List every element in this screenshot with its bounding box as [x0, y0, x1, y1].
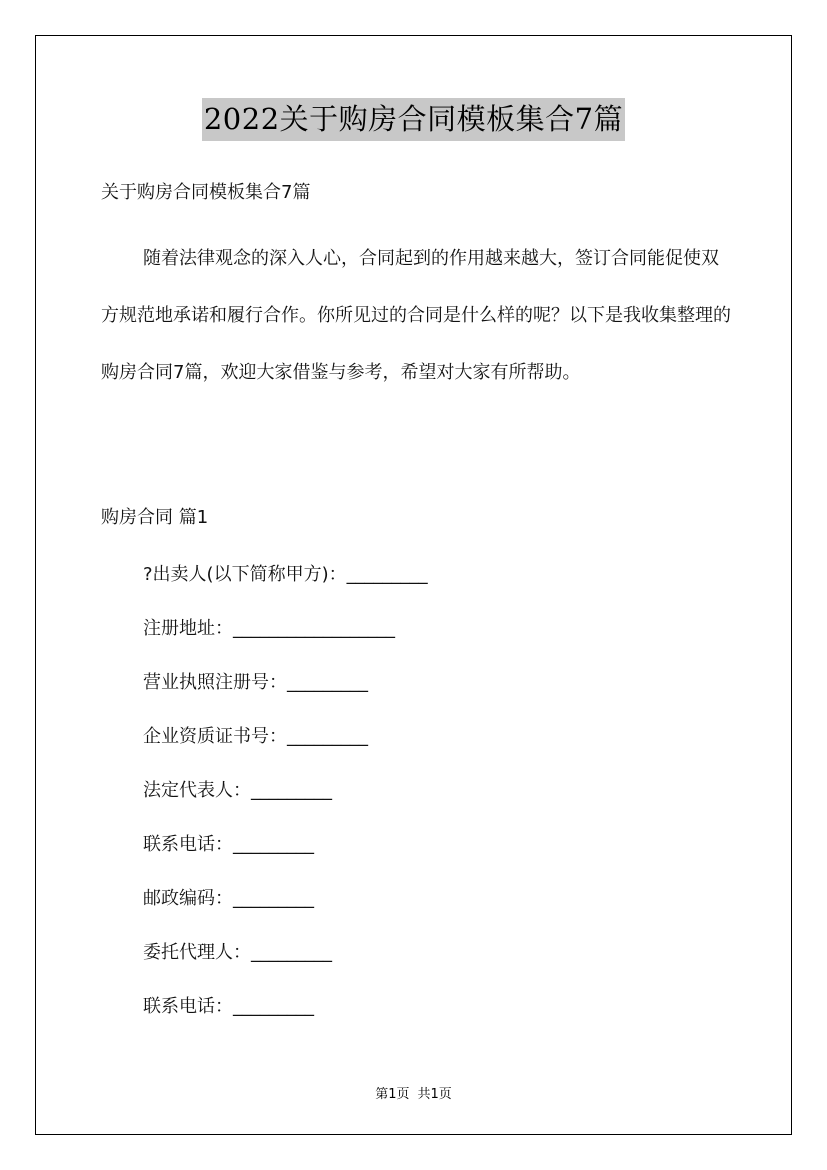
document-title: 2022关于购房合同模板集合7篇 [202, 98, 625, 141]
page-total: 共1页 [417, 1087, 452, 1102]
intro-paragraph [101, 230, 731, 401]
intro-text: 随着法律观念的深入人心，合同起到的作用越来越大，签订合同能促使双方规范地承诺和履行合作。你所见过的合同是什么样的呢？以下是我收集整理的购房合同7篇，欢迎大家借鉴与参考，希望对大家有所帮助。 [101, 248, 731, 383]
field-agent-phone: 联系电话：_________ [143, 996, 314, 1017]
field-seller: ?出卖人(以下简称甲方)：_________ [143, 564, 428, 585]
field-phone: 联系电话：_________ [143, 834, 314, 855]
field-qualification-cert: 企业资质证书号：_________ [143, 726, 368, 747]
section-heading: 购房合同 篇1 [101, 507, 209, 528]
field-agent: 委托代理人：_________ [143, 942, 332, 963]
page-footer [0, 1083, 827, 1102]
field-registered-address: 注册地址：__________________ [143, 618, 395, 639]
field-business-license: 营业执照注册号：_________ [143, 672, 368, 693]
title-container [0, 98, 827, 141]
field-legal-representative: 法定代表人：_________ [143, 780, 332, 801]
field-postal-code: 邮政编码：_________ [143, 888, 314, 909]
document-subtitle: 关于购房合同模板集合7篇 [101, 182, 311, 203]
page-number: 第1页 [375, 1087, 410, 1102]
